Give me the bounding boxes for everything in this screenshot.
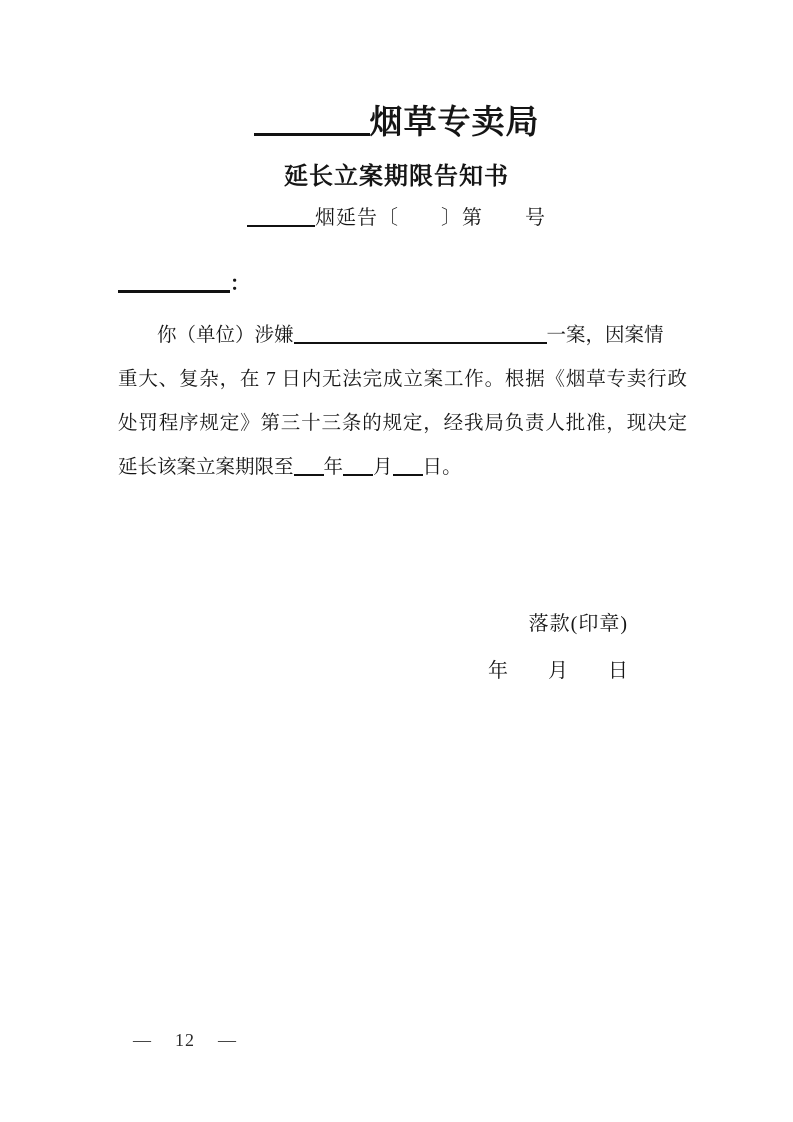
authority-title-line [0, 100, 793, 146]
body-line4-lead: 延长该案立案期限至 [118, 457, 294, 478]
addressee-line [118, 270, 793, 298]
doc-number-text: 烟延告〔 〕第 号 [315, 207, 546, 229]
year-label: 年 [323, 457, 344, 478]
page-number: — 12 — [133, 1030, 237, 1050]
case-name-blank [294, 325, 547, 345]
day-label: 日 [422, 457, 443, 478]
document-title: 延长立案期限告知书 [284, 163, 509, 190]
body-line-1 [118, 314, 687, 358]
month-blank [343, 457, 373, 477]
body-line-4 [118, 446, 687, 490]
body-line-3: 处罚程序规定》第三十三条的规定，经我局负责人批准，现决定 [118, 413, 687, 434]
body-line-2: 重大、复杂，在 7 日内无法完成立案工作。根据《烟草专卖行政 [118, 369, 687, 390]
year-blank [294, 457, 324, 477]
month-label: 月 [373, 457, 393, 478]
day-blank [393, 457, 423, 477]
doc-number-line [0, 204, 793, 233]
body-line4-period: 。 [442, 457, 462, 478]
signature-block [0, 610, 793, 686]
signature-date-line: 年 月 日 [488, 660, 628, 682]
doc-number-prefix-blank [247, 207, 315, 227]
addressee-name-blank [118, 273, 230, 293]
document-header [0, 0, 793, 233]
body-paragraph [118, 314, 687, 490]
authority-name: 烟草专卖局 [369, 105, 540, 141]
addressee-colon: ： [230, 273, 250, 295]
body-line1-lead: 你（单位）涉嫌 [157, 325, 294, 346]
seal-label: 落款(印章) [528, 613, 628, 635]
authority-name-blank [254, 103, 370, 136]
body-line1-tail: 一案，因案情 [546, 325, 664, 346]
